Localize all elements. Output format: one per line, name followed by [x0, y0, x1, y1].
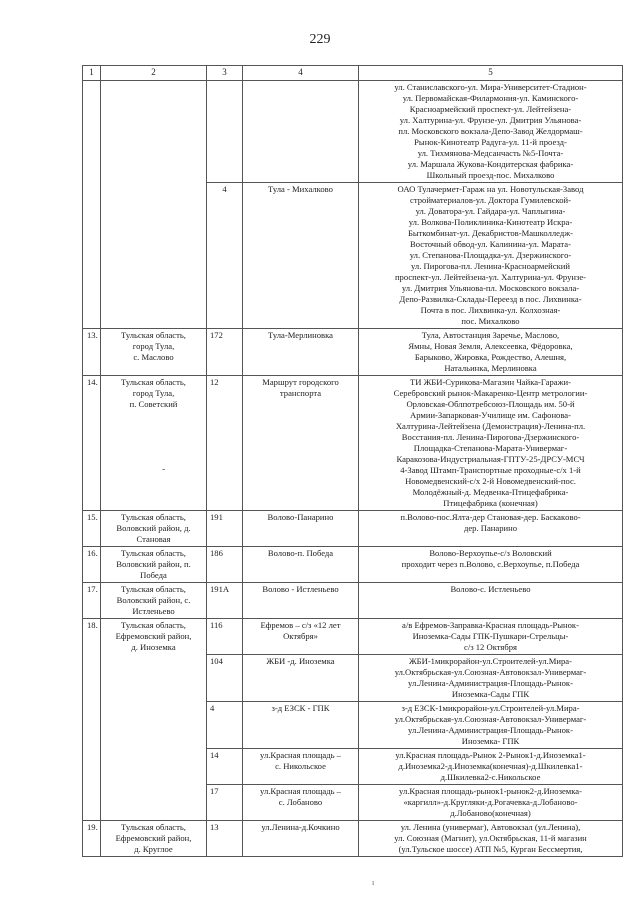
row-number-cell: 14.: [83, 375, 101, 510]
route-number-cell: 191: [207, 510, 243, 546]
table-row: [83, 80, 623, 182]
route-name-cell: Волово-п. Победа: [243, 546, 359, 582]
bottom-mark: ı: [372, 878, 375, 887]
stray-mark: -: [162, 464, 166, 475]
table-row: [83, 546, 623, 582]
table-row: [83, 582, 623, 618]
region-cell: Тульская область, город Тула, п. Советский: [101, 375, 207, 510]
route-name-cell: [243, 80, 359, 182]
row-number-cell: 19.: [83, 820, 101, 856]
route-number-cell: 4: [207, 182, 243, 328]
stops-cell: ТИ ЖБИ-Сурикова-Магазин Чайка-Гаражи- Серебровский рынок-Макаренко-Центр метрологии- Орловская-Облпотребсоюз-Площадь им. 50-й Армии-Запарковая-Училище им. Сафонова- Халтурина-Лейтейзена (Демонстрация)-Ленина-пл. Восстания-пл. Ленина-Пирогова-Дзержинского- Площадка-Степанова-Марата-Универмаг- Каракозова-Индустриальная-ГПТУ-25-ДРСУ-МСЧ 4-Завод Штамп-Транспортные проходные-с/х 1-й Новомедвенский-с/х 2-й Новомедвенский-пос. Молодёжный-д. Медвенка-Птицефабрика- Птицефабрика (конечная): [359, 375, 623, 510]
stops-cell: ул.Красная площадь-рынок1-рынок2-д.Иноземка- «каргилл»-д.Кругляки-д.Рогачевка-д.Лобаново- д.Лобаново(конечная): [359, 784, 623, 820]
region-cell: [101, 80, 207, 328]
routes-table: [82, 65, 623, 857]
route-name-cell: ул.Красная площадь – с. Лобаново: [243, 784, 359, 820]
stops-cell: Волово-Верхоупье-с/з Воловский проходит через п.Волово, с.Верхоупье, п.Победа: [359, 546, 623, 582]
header-cell: 1: [83, 66, 101, 81]
stops-cell: а/в Ефремов-Заправка-Красная площадь-Рынок- Иноземка-Сады ГПК-Пушкари-Стрельцы- с/з 12 Октября: [359, 618, 623, 654]
region-cell: Тульская область, город Тула, с. Маслово: [101, 328, 207, 375]
route-name-cell: Маршрут городского транспорта: [243, 375, 359, 510]
stops-cell: ул. Станиславского-ул. Мира-Университет-Стадион- ул. Первомайская-Филармония-ул. Каминского- Красноармейский проспект-ул. Лейтейзена- ул. Халтурина-ул. Фрунзе-ул. Дмитрия Ульянова- пл. Московского вокзала-Депо-Завод Желдормаш- Рынок-Кинотеатр Радуга-ул. 11-й проезд- ул. Тихмянова-Медсанчасть №5-Почта- ул. Маршала Жукова-Кондитерская фабрика- Школьный проезд-пос. Михалково: [359, 80, 623, 182]
stops-cell: Волово-с. Истленьево: [359, 582, 623, 618]
route-number-cell: [207, 80, 243, 182]
route-number-cell: 116: [207, 618, 243, 654]
route-number-cell: 172: [207, 328, 243, 375]
route-name-cell: Ефремов – с/з «12 лет Октября»: [243, 618, 359, 654]
header-cell: 2: [101, 66, 207, 81]
route-number-cell: 4: [207, 701, 243, 748]
region-cell: Тульская область, Ефремовский район, д. Круглое: [101, 820, 207, 856]
table-row: [83, 328, 623, 375]
table-header-row: [83, 66, 623, 81]
header-cell: 5: [359, 66, 623, 81]
route-number-cell: 14: [207, 748, 243, 784]
stops-cell: п.Волово-пос.Ялта-дер Становая-дер. Баскакoво- дер. Панарино: [359, 510, 623, 546]
route-name-cell: ул.Ленина-д.Кочкино: [243, 820, 359, 856]
route-name-cell: Тула-Мерлиновка: [243, 328, 359, 375]
region-cell: Тульская область, Ефремовский район, д. Иноземка: [101, 618, 207, 820]
row-number-cell: 18.: [83, 618, 101, 820]
stops-cell: ул.Красная площадь-Рынок 2-Рынок1-д.Иноземка1- д.Иноземка2-д.Иноземка(конечная)-д.Шкилевка1- д.Шкилевка2-с.Никольское: [359, 748, 623, 784]
route-number-cell: 12: [207, 375, 243, 510]
route-number-cell: 186: [207, 546, 243, 582]
row-number-cell: 17.: [83, 582, 101, 618]
route-name-cell: Волово-Панарино: [243, 510, 359, 546]
header-cell: 3: [207, 66, 243, 81]
table-row: [83, 510, 623, 546]
route-name-cell: ЖБИ -д. Иноземка: [243, 654, 359, 701]
route-name-cell: Волово - Истленьево: [243, 582, 359, 618]
route-name-cell: ул.Красная площадь – с. Никольское: [243, 748, 359, 784]
stops-cell: ОАО Тулачермет-Гараж на ул. Новотульская-Завод стройматериалов-ул. Доктора Гумилевской- ул. Доватора-ул. Гайдара-ул. Чаплыгина- ул. Волкова-Поликлиника-Кинотеатр Искра- Быткомбинат-ул. Декабристов-Машколледж- Восточный обвод-ул. Калинина-ул. Марата- ул. Степанова-Площадка-ул. Дзержинского- ул. Пирогова-пл. Ленина-Красноармейский проспект-ул. Лейтейзена-ул. Халтурина-ул. Фрунзе- ул. Дмитрия Ульянова-пл. Московского вокзала- Депо-Развилка-Склады-Переезд в пос. Лихвинка- Почта в пос. Лихвинка-ул. Колхозная- пос. Михалково: [359, 182, 623, 328]
row-number-cell: 15.: [83, 510, 101, 546]
row-number-cell: 16.: [83, 546, 101, 582]
route-name-cell: з-д ЕЗСК - ГПК: [243, 701, 359, 748]
route-number-cell: 13: [207, 820, 243, 856]
stops-cell: Тула, Автостанция Заречье, Маслово, Ямны, Новая Земля, Алексеевка, Фёдоровка, Барыково, Жировка, Рождество, Алешня, Натальинка, Мерлиновка: [359, 328, 623, 375]
stops-cell: ЖБИ-1микрорайон-ул.Строителей-ул.Мира- ул.Октябрьская-ул.Союзная-Автовокзал-Универмаг- ул.Ленина-Администрация-Площадь-Рынок- Иноземка-Сады ГПК: [359, 654, 623, 701]
region-cell: Тульская область, Воловский район, д. Становая: [101, 510, 207, 546]
row-number-cell: 13.: [83, 328, 101, 375]
route-name-cell: Тула - Михалково: [243, 182, 359, 328]
page-number: 229: [309, 32, 331, 47]
stops-cell: ул. Ленина (универмаг), Автовокзал (ул.Ленина), ул. Союзная (Магнит), ул.Октябрьская, 11-й магазин (ул.Тульское шоссе) АТП №5, Курган Бессмертия,: [359, 820, 623, 856]
route-number-cell: 104: [207, 654, 243, 701]
table-row: [83, 820, 623, 856]
route-number-cell: 191А: [207, 582, 243, 618]
region-cell: Тульская область, Воловский район, п. Победа: [101, 546, 207, 582]
row-number-cell: [83, 80, 101, 328]
table-row: [83, 375, 623, 510]
table-row: [83, 618, 623, 654]
region-cell: Тульская область, Воловский район, с. Истленьево: [101, 582, 207, 618]
stops-cell: з-д ЕЗСК-1микрорайон-ул.Строителей-ул.Мира- ул.Октябрьская-ул.Союзная-Автовокзал-Универмаг- ул.Ленина-Администрация-Площадь-Рынок- Иноземка- ГПК: [359, 701, 623, 748]
route-number-cell: 17: [207, 784, 243, 820]
header-cell: 4: [243, 66, 359, 81]
